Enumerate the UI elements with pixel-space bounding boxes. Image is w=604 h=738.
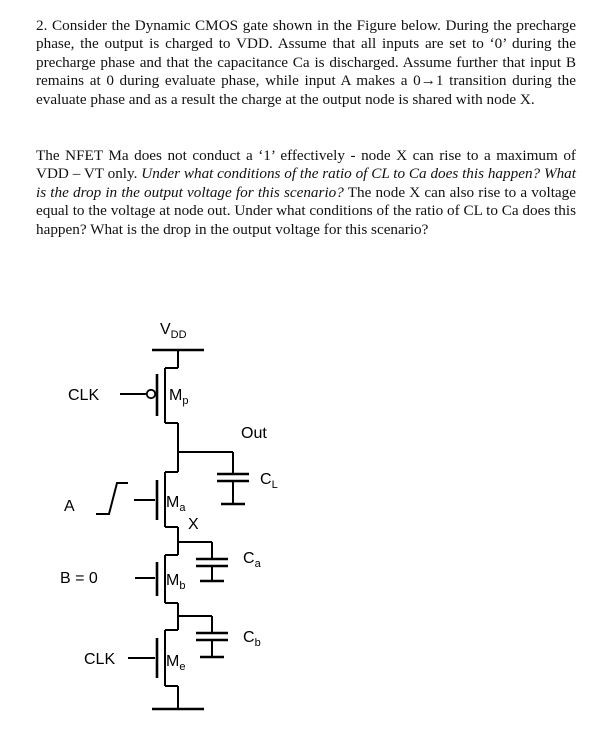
input-a-step-icon [96,483,128,514]
input-a-label: A [64,498,75,515]
input-b-label: B = 0 [60,570,98,587]
ca-label: $C_a$ [243,550,261,570]
ma-label: $M_a$ [166,494,186,514]
problem-question-1: Under what conditions of the ratio of CL to Ca does this happen? What is the drop in the output voltage for this scenario? [36,165,577,201]
clk-top-label: CLK [68,387,100,404]
mp-label: $M_p$ [169,387,189,407]
capacitor-cb [196,616,228,657]
problem-text-2-end: The node X can also rise to a voltage equal to the voltage at node out. Under what conditions of the ratio of CL to Ca does this happen? What is the drop in the output voltage for this scenario? [36,183,577,238]
cl-label: $C_L$ [260,471,278,491]
problem-text-1: Consider the Dynamic CMOS gate shown in the Figure below. During the precharge phase, the output is charged to VDD. Assume that all inputs are set to ‘0’ during the precharge phase and that the capacitance Ca is discharged. Assume further that input B remains at 0 during evaluate phase, while input A makes a 0→1 transition during the evaluate phase and as a result the charge at the output node is shared with node X. [36,17,576,108]
me-label: $M_e$ [166,653,186,673]
out-label: Out [241,425,267,442]
mb-label: $M_b$ [166,572,186,592]
capacitor-ca [196,542,228,581]
node-x-label: X [188,516,199,533]
capacitor-cl [217,452,249,504]
problem-text-2-start: The NFET Ma does not conduct a ‘1’ effectively - node X can rise to a maximum of VDD – VT only. [36,147,576,183]
clk-bottom-label: CLK [84,651,116,668]
problem-number: 2. [36,17,48,34]
cb-label: $C_b$ [243,629,261,649]
vdd-label: $V_{DD}$ [160,321,187,341]
